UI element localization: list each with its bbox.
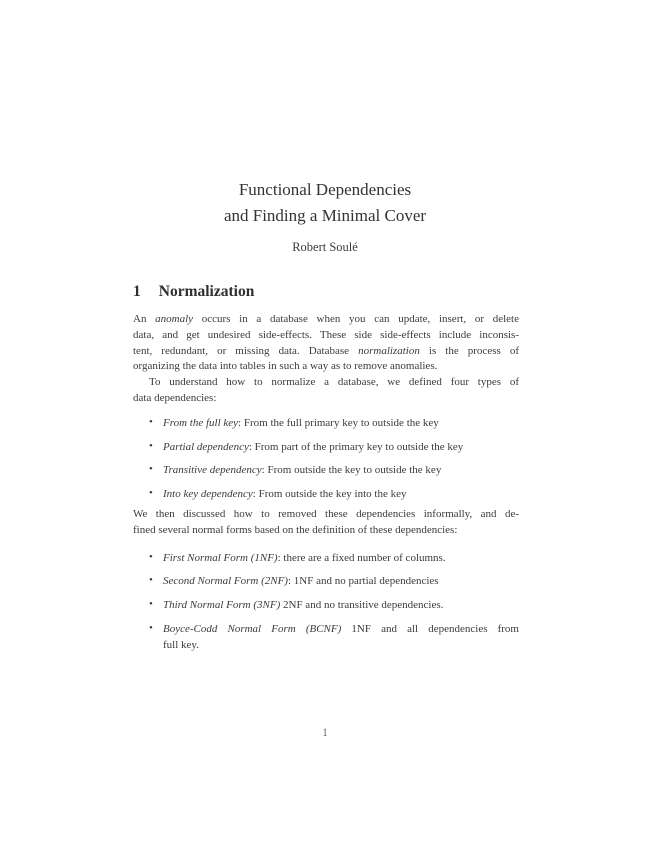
bullet-icon: • (149, 621, 153, 634)
list-item (133, 416, 519, 432)
author-name: Robert Soulé (292, 240, 358, 254)
bullet-icon: • (149, 439, 153, 452)
bullet-icon: • (149, 487, 153, 500)
list-item-text (163, 598, 519, 614)
list-item (133, 487, 519, 503)
list-item-text (163, 487, 519, 503)
text-line: From the full key: From the full primary key to outside the key (163, 416, 439, 429)
text-line: Transitive dependency: From outside the key to outside the key (163, 464, 442, 477)
list-item (133, 622, 519, 654)
text-line: organizing the data into tables in such a way as to remove anomalies. (133, 360, 438, 373)
list-item-text (163, 622, 519, 654)
text-line: First Normal Form (1NF): there are a fixed number of columns. (163, 551, 446, 564)
text-line: Third Normal Form (3NF) 2NF and no transitive dependencies. (163, 599, 444, 612)
text-line: We then discussed how to removed these dependencies informally, and de- (133, 507, 519, 520)
title-line-1: Functional Dependencies (238, 180, 412, 199)
document-title (0, 177, 650, 229)
section-heading-normalization (133, 283, 254, 301)
document-body (133, 312, 519, 654)
list-item (133, 574, 519, 590)
list-item-text (163, 574, 519, 590)
bullet-icon: • (149, 574, 153, 587)
text-line: full key. (163, 638, 199, 651)
text-line: tent, redundant, or missing data. Database normalization is the process of (133, 344, 519, 357)
bullet-icon: • (149, 415, 153, 428)
paragraph-normal-forms-intro (133, 507, 519, 539)
list-item-text (163, 463, 519, 479)
bullet-icon: • (149, 463, 153, 476)
section-title: Normalization (158, 283, 255, 300)
list-item-text (163, 440, 519, 456)
paragraph-understand (133, 375, 519, 407)
list-item-text (163, 416, 519, 432)
text-line: Into key dependency: From outside the key into the key (163, 488, 407, 501)
list-item (133, 551, 519, 567)
bullet-icon: • (149, 550, 153, 563)
list-item-text (163, 551, 519, 567)
paragraph-anomaly (133, 312, 519, 375)
text-line: Second Normal Form (2NF): 1NF and no partial dependencies (163, 575, 439, 588)
title-line-2: and Finding a Minimal Cover (223, 206, 427, 225)
list-item (133, 598, 519, 614)
section-number: 1 (133, 283, 141, 300)
text-line: data, and get undesired side-effects. These side side-effects include inconsis- (133, 328, 519, 341)
text-line: An anomaly occurs in a database when you can update, insert, or delete (133, 313, 519, 325)
list-item (133, 463, 519, 479)
text-line: data dependencies: (133, 391, 217, 404)
text-line: Partial dependency: From part of the primary key to outside the key (163, 440, 464, 453)
bullet-icon: • (149, 598, 153, 611)
text-line: fined several normal forms based on the definition of these dependencies: (133, 523, 458, 536)
normal-forms-list (133, 551, 519, 654)
text-line: Boyce-Codd Normal Form (BCNF) 1NF and all dependencies from (163, 622, 519, 635)
dependency-types-list (133, 416, 519, 503)
page-number: 1 (322, 727, 328, 739)
list-item (133, 440, 519, 456)
text-line: To understand how to normalize a database, we defined four types of (149, 376, 519, 389)
